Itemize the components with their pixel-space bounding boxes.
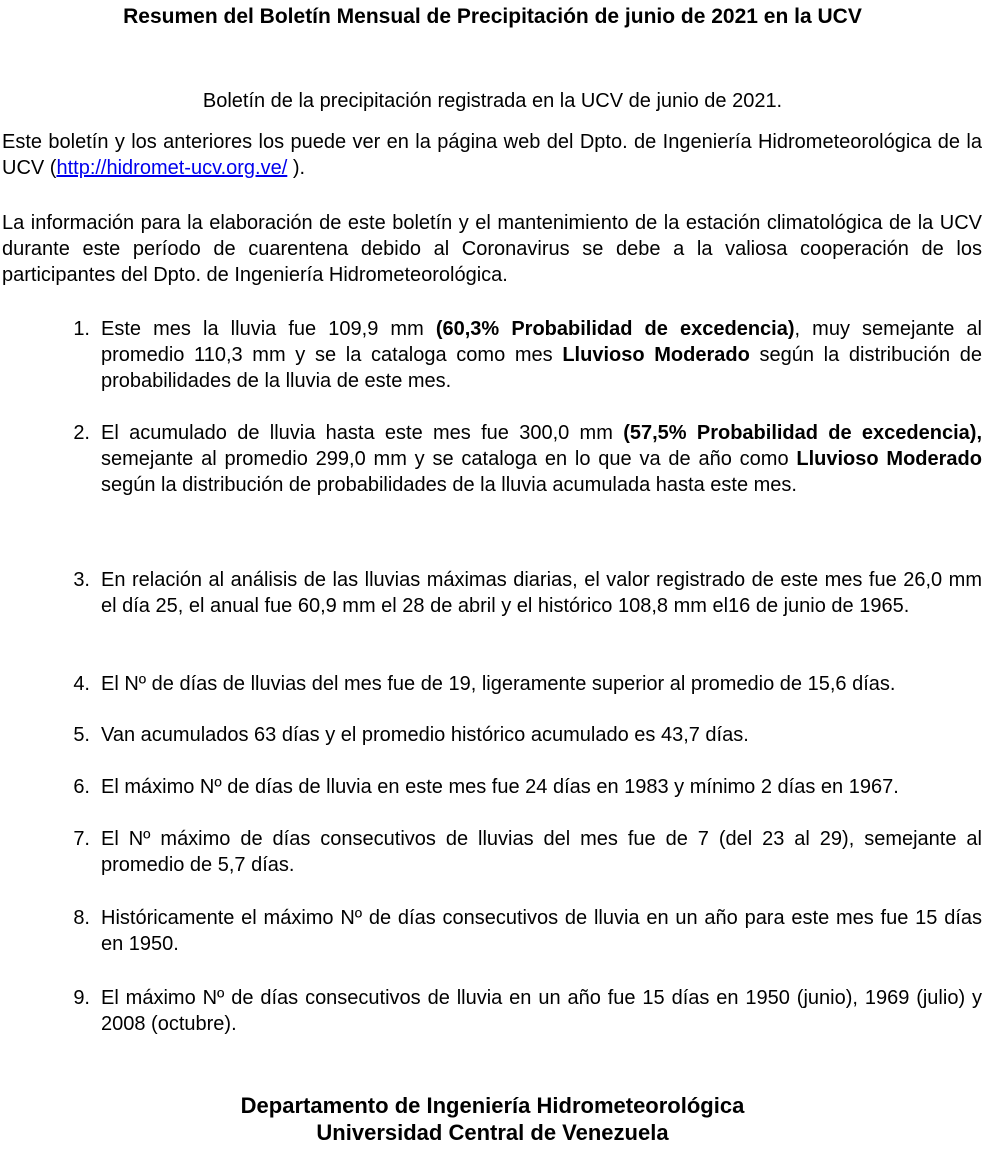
list-item-text: El máximo Nº de días de lluvia en este mes fue 24 días en 1983 y mínimo 2 días en 1967. <box>101 776 899 798</box>
list-item <box>62 722 982 748</box>
item-bold-segment: (60,3% Probabilidad de excedencia) <box>435 318 795 340</box>
list-item-number: 3. <box>73 569 90 591</box>
item-text-segment: según la distribución de probabilidades de la lluvia acumulada hasta este mes. <box>101 474 797 496</box>
list-item-text: En relación al análisis de las lluvias máximas diarias, el valor registrado de este mes fue 26,0 mm el día 25, el anual fue 60,9 mm el 28 de abril y el histórico 108,8 mm el16 de junio de 1965. <box>101 569 982 617</box>
footer-university: Universidad Central de Venezuela <box>316 1120 669 1145</box>
list-item-number: 2. <box>73 422 90 444</box>
item-bold-segment: Lluvioso Moderado <box>562 344 750 366</box>
item-bold-segment: Lluvioso Moderado <box>796 448 982 470</box>
intro-paragraph-acknowledgement: La información para la elaboración de este boletín y el mantenimiento de la estación climatológica de la UCV durante este período de cuarentena debido al Coronavirus se debe a la valiosa cooperación de los participantes del Dpto. de Ingeniería Hidrometeorológica. <box>2 212 982 286</box>
list-item <box>62 671 982 697</box>
list-item-number: 1. <box>73 318 90 340</box>
list-item <box>62 567 982 619</box>
list-item-text: El Nº de días de lluvias del mes fue de 19, ligeramente superior al promedio de 15,6 días. <box>101 673 896 695</box>
list-item <box>62 316 982 394</box>
list-item-text <box>101 316 982 394</box>
list-item <box>62 826 982 878</box>
footer-department: Departamento de Ingeniería Hidrometeorológica <box>240 1093 745 1118</box>
list-item <box>62 985 982 1037</box>
item-text-segment: Este mes la lluvia fue 109,9 mm <box>101 318 436 340</box>
list-item-number: 7. <box>73 828 90 850</box>
document-title: Resumen del Boletín Mensual de Precipitación de junio de 2021 en la UCV <box>123 5 862 28</box>
list-item-text: El máximo Nº de días consecutivos de lluvia en un año fue 15 días en 1950 (junio), 1969 (julio) y 2008 (octubre). <box>101 987 982 1035</box>
list-item-text: El Nº máximo de días consecutivos de lluvias del mes fue de 7 (del 23 al 29), semejante al promedio de 5,7 días. <box>101 828 982 876</box>
list-item-number: 9. <box>73 987 90 1009</box>
list-item <box>62 905 982 957</box>
item-text-segment: El acumulado de lluvia hasta este mes fue 300,0 mm <box>101 422 624 444</box>
list-item-number: 6. <box>73 776 90 798</box>
list-item-text: Van acumulados 63 días y el promedio histórico acumulado es 43,7 días. <box>101 724 749 746</box>
list-item-text: Históricamente el máximo Nº de días consecutivos de lluvia en un año para este mes fue 15 días en 1950. <box>101 907 982 955</box>
list-item-number: 4. <box>73 673 90 695</box>
item-text-segment: según la distribución de probabilidades de la lluvia de este mes. <box>101 344 982 392</box>
bulletin-subtitle: Boletín de la precipitación registrada en la UCV de junio de 2021. <box>202 90 783 112</box>
item-text-segment: , muy semejante al promedio 110,3 mm y se la cataloga como mes <box>101 318 982 366</box>
list-item-text <box>101 420 982 498</box>
list-item-number: 8. <box>73 907 90 929</box>
intro-paragraph-web <box>2 129 982 181</box>
hidromet-website-link[interactable]: http://hidromet-ucv.org.ve/ <box>56 157 288 179</box>
list-item <box>62 420 982 498</box>
item-bold-segment: (57,5% Probabilidad de excedencia), <box>623 422 983 444</box>
intro-text-after-link: ). <box>287 157 306 179</box>
footer-institution <box>0 1092 985 1146</box>
list-item-number: 5. <box>73 724 90 746</box>
intro-text-before-link: Este boletín y los anteriores los puede ver en la página web del Dpto. de Ingeniería Hidrometeorológica de la UCV ( <box>2 131 982 179</box>
item-text-segment: semejante al promedio 299,0 mm y se cataloga en lo que va de año como <box>101 448 797 470</box>
list-item <box>62 774 982 800</box>
